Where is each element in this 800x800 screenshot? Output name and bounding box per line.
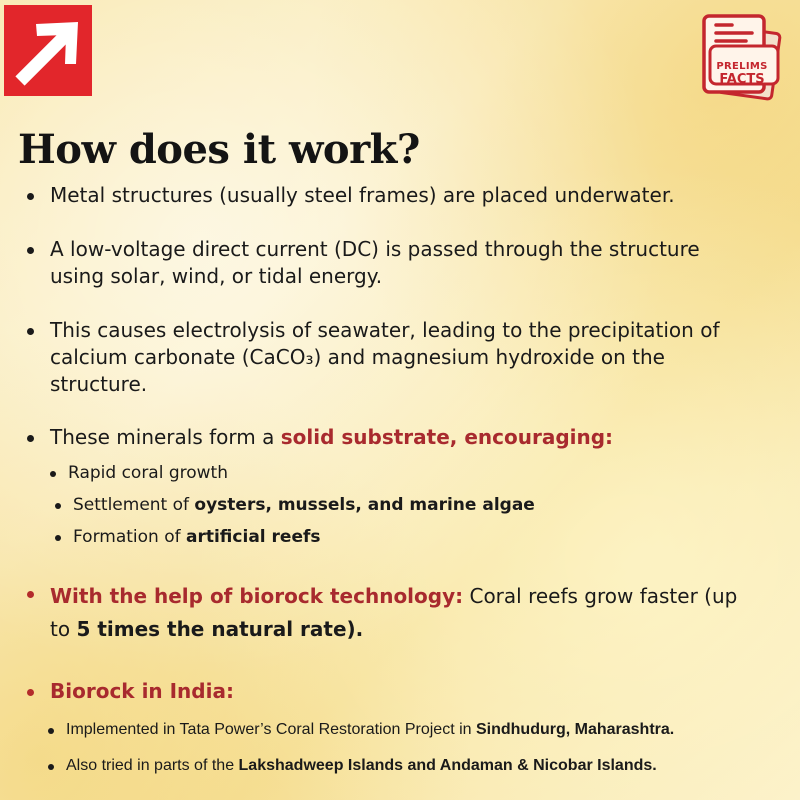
brand-logo xyxy=(4,5,92,96)
badge-line-2: FACTS xyxy=(719,72,765,87)
badge-line-1: PRELIMS xyxy=(716,61,768,72)
sub-bullet-artificial-reefs: Formation of artificial reefs xyxy=(73,527,321,547)
prelims-facts-badge xyxy=(700,12,784,104)
arrow-up-right-icon xyxy=(4,5,92,96)
page-title: How does it work? xyxy=(18,126,420,173)
biorock-india-heading: Biorock in India: xyxy=(50,679,234,703)
bullet-electrolysis: This causes electrolysis of seawater, leading to the precipitation of calcium carbonate (CaCO₃) and magnesium hydroxide on the structure. xyxy=(50,318,720,396)
sub-bullet-islands: Also tried in parts of the Lakshadweep Islands and Andaman & Nicobar Islands. xyxy=(66,755,657,777)
solid-substrate-highlight: solid substrate, encouraging: xyxy=(280,425,614,449)
sub-bullet-tata-power: Implemented in Tata Power’s Coral Restoration Project in Sindhudurg, Maharashtra. xyxy=(66,719,674,741)
sub-bullet-coral-growth: Rapid coral growth xyxy=(68,463,228,483)
document-icon xyxy=(700,12,784,104)
bullet-biorock-india xyxy=(50,678,234,705)
bullet-minerals: These minerals form a solid substrate, encouraging: xyxy=(50,425,614,449)
sub-bullet-settlement: Settlement of oysters, mussels, and marine algae xyxy=(73,495,535,515)
biorock-highlight: With the help of biorock technology: xyxy=(50,584,464,608)
bullet-metal-structures: Metal structures (usually steel frames) are placed underwater. xyxy=(50,183,675,207)
bullet-direct-current: A low-voltage direct current (DC) is passed through the structure using solar, wind, or tidal energy. xyxy=(50,237,700,288)
bullet-biorock-growth: With the help of biorock technology: Coral reefs grow faster (up to 5 times the natural rate). xyxy=(50,580,737,646)
